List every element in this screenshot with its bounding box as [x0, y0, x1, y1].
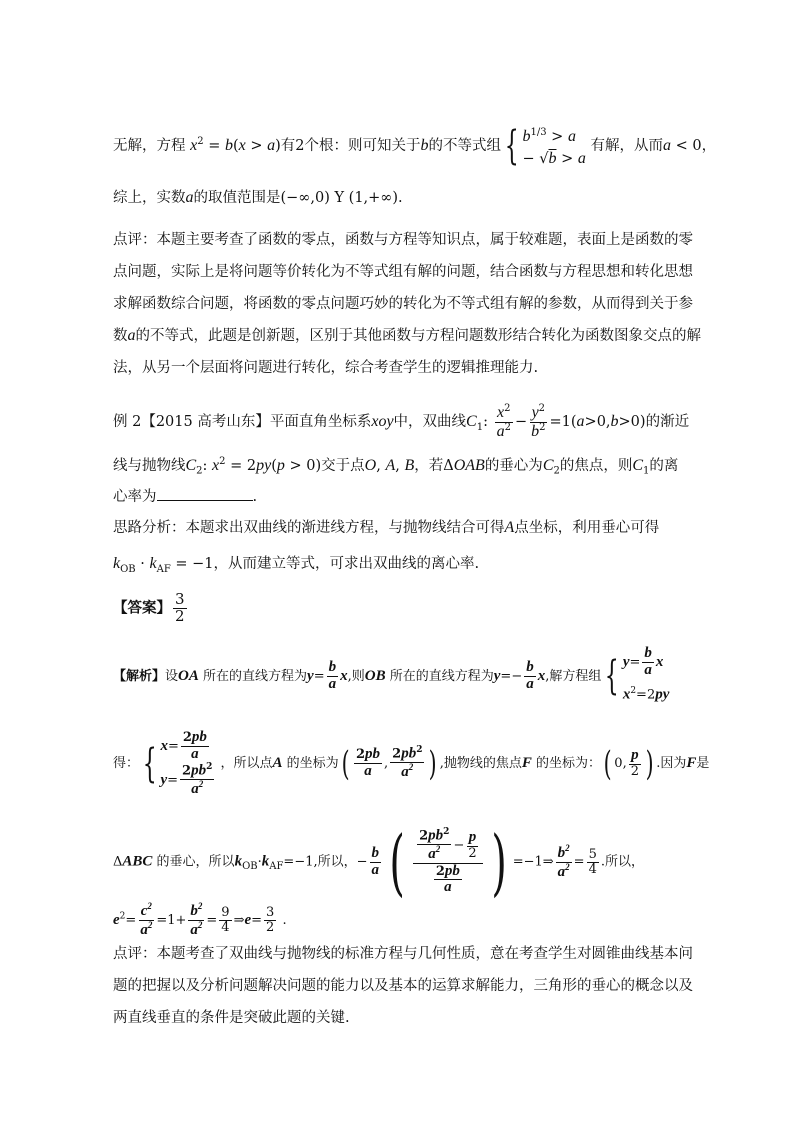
text: 的不等式组	[428, 137, 502, 154]
text: 所在的直线方程为	[203, 668, 308, 684]
solution-line-3: ΔABC 的垂心，所以$k_{OB}\cdot k_{AF}=-1$,所以，− $\frac{b}{a}$ ( $\frac{2pb^2}{a^2}$ − $\frac{p}{2}$ $\frac{2pb}{a}$ ) =−1⇒ $\frac{b^2}{a^2}$ = $\frac{5}{4}$ .所以，	[113, 820, 644, 904]
brace: {	[504, 122, 519, 169]
text: ，若	[414, 457, 444, 474]
text: 有解，从而	[590, 137, 663, 154]
text: ，从而建立等式，可求出双曲线的离心率.	[213, 556, 480, 572]
final-comment-line-3: 两直线垂直的条件是突破此题的关键.	[113, 1010, 350, 1026]
comment-line-4: 数a的不等式，此题是创新题，区别于其他函数与方程问题数形结合转化为函数图象交点的解	[113, 327, 701, 344]
answer-line: 【答案】 $\frac{3}{2}$	[113, 590, 185, 625]
text: 数	[113, 328, 128, 344]
text: .	[398, 190, 403, 206]
text: 的离	[649, 457, 679, 474]
text: ,则	[347, 668, 365, 684]
text: ，	[701, 137, 717, 154]
text: 的焦点，则	[559, 457, 633, 474]
analysis-line-2: $k_{OB} \cdot k_{AF} = -1$，从而建立等式，可求出双曲线的离心率.	[113, 555, 480, 575]
text: ,抛物线的焦点	[439, 756, 522, 772]
text: 的坐标为	[286, 756, 339, 772]
text: .因为	[656, 756, 687, 772]
text: 有	[280, 137, 296, 154]
text-line-2: 综上，实数a的取值范围是(−∞,0) Y (1,+∞).	[113, 189, 403, 206]
solution-line-2: 得：{ x= $\frac{2pb}{a}$ y= $\frac{2pb^2}{a^2}$ ，所以点A 的坐标为( $\frac{2pb}{a}$ , $\frac{2pb^2}{a^2}$ ) ,抛物线的焦点F 的坐标为：( 0, $\frac{p}{2}$ ) .因为F是	[113, 729, 710, 797]
text: 中，双曲线	[393, 414, 467, 431]
answer-label: 【答案】	[113, 599, 171, 617]
example-line-3	[113, 486, 688, 507]
text: ,所以，	[313, 854, 357, 870]
text: 例 2【2015 高考山东】平面直角坐标系	[113, 414, 372, 431]
text: 的不等式，此题是创新题，区别于其他函数与方程问题数形结合转化为函数图象交点的解	[135, 328, 701, 344]
comment-line-3: 求解函数综合问题，将函数的零点问题巧妙的转化为不等式组有解的参数，从而得到关于参	[113, 296, 693, 312]
text: 的渐近	[645, 414, 690, 431]
range-value: (−∞,0) Y (1,+∞)	[280, 190, 399, 206]
text: 交于点	[321, 457, 365, 474]
text: 无解，方程	[113, 137, 186, 154]
text: .	[282, 912, 287, 928]
text: 设	[165, 668, 179, 684]
text: 是	[696, 756, 710, 772]
final-comment-line-2: 题的把握以及分析问题解决问题的能力以及基本的运算求解能力，三角形的垂心的概念以及	[113, 978, 693, 994]
solution-label: 【解析】	[113, 668, 166, 684]
text: 得：	[113, 756, 140, 772]
text-line-1: 无解，方程 $x^2 = b(x > a)$有2个根：则可知关于b的不等式组{ $b^{1/3} > a$ − √b > a 有解，从而a < 0，	[113, 122, 717, 169]
text: 综上，实数	[113, 190, 186, 206]
comment-line-1: 点评：本题主要考查了函数的零点，函数与方程等知识点，属于较难题，表面上是函数的零	[113, 232, 693, 248]
solution-line-1: 【解析】设OA 所在的直线方程为y= $\frac{b}{a}$ x,则OB 所在的直线方程为y=− $\frac{b}{a}$ x,解方程组{ y= $\frac{b}{a}$ x $x^2=2py$	[113, 645, 670, 702]
text: .所以，	[600, 854, 644, 870]
text: 思路分析：本题求出双曲线的渐进线方程，与抛物线结合可得	[113, 520, 505, 536]
text: 个根：则可知关于	[304, 137, 421, 154]
answer-blank	[157, 486, 253, 501]
example-line-1: 例 2【2015 高考山东】平面直角坐标系xoy中，双曲线$C_1$: $\frac{x^2}{a^2}$ − $\frac{y^2}{b^2}$ =1(a>0,b>0)的渐近	[113, 403, 690, 440]
text: ,解方程组	[545, 668, 602, 684]
inequality-system: $b^{1/3} > a$ − √b > a	[522, 127, 586, 167]
text: 的取值范围是	[193, 190, 281, 206]
text: 的坐标为：	[536, 756, 602, 772]
text: 的垂心，所以	[156, 854, 235, 870]
text: 点坐标，利用垂心可得	[514, 520, 660, 536]
final-comment-line-1: 点评：本题考查了双曲线与抛物线的标准方程与几何性质，意在考查学生对圆锥曲线基本问	[113, 946, 693, 962]
text: 的垂心为	[484, 457, 543, 474]
text: 所在的直线方程为	[389, 668, 494, 684]
example-line-2: 线与抛物线$C_2$: $x^2 = 2py(p > 0)$交于点O, A, B，若ΔOAB的垂心为$C_2$的焦点，则$C_1$的离	[113, 456, 679, 477]
comment-line-2: 点问题，实际上是将问题等价转化为不等式组有解的问题，结合函数与方程思想和转化思想	[113, 264, 693, 280]
text: 心率为	[113, 489, 157, 505]
text: .	[252, 489, 258, 505]
text: 线与抛物线	[113, 457, 186, 474]
analysis-line-1: 思路分析：本题求出双曲线的渐进线方程，与抛物线结合可得A点坐标，利用垂心可得	[113, 519, 660, 536]
text: ，所以点	[220, 756, 273, 772]
solution-line-4: $e^2=$ $\frac{c^2}{a^2}$ =1+ $\frac{b^2}{a^2}$ = $\frac{9}{4}$ ⇒e= $\frac{3}{2}$ .	[113, 901, 287, 938]
comment-line-5: 法，从另一个层面将问题进行转化，综合考查学生的逻辑推理能力.	[113, 360, 539, 376]
